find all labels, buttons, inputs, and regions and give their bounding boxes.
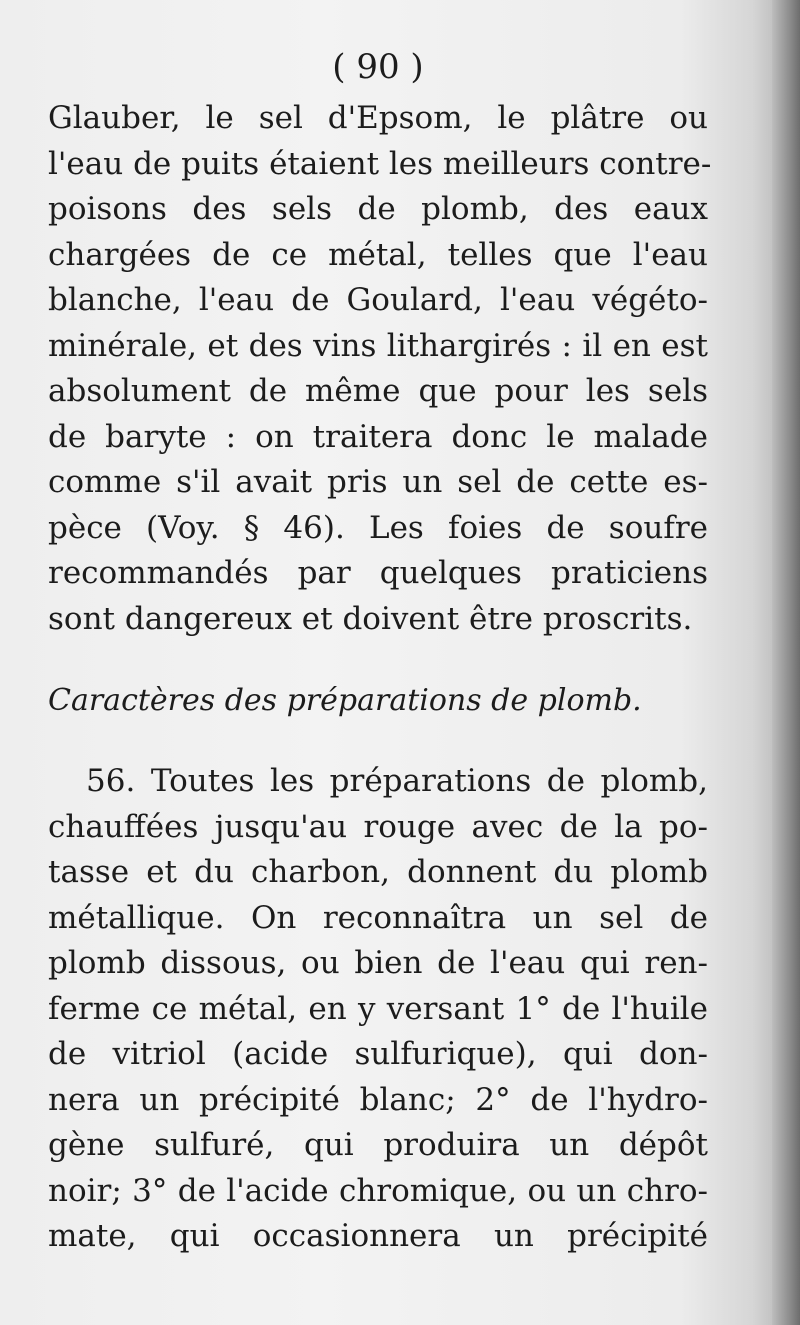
text-line: nera un précipité blanc; 2° de l'hydro- bbox=[48, 1081, 708, 1118]
text-line: sont dangereux et doivent être proscrits. bbox=[48, 600, 693, 637]
text-line: blanche, l'eau de Goulard, l'eau végéto- bbox=[48, 282, 708, 318]
text-line: chauffées jusqu'au rouge avec de la po- bbox=[48, 808, 708, 845]
paragraph-1 bbox=[48, 96, 712, 642]
text-line: poisons des sels de plomb, des eaux bbox=[48, 191, 708, 227]
text-line: gène sulfuré, qui produira un dépôt bbox=[48, 1127, 708, 1163]
paragraph-2 bbox=[48, 759, 708, 1260]
text-line: plomb dissous, ou bien de l'eau qui ren- bbox=[48, 945, 708, 981]
text-line: de baryte : on traitera donc le malade bbox=[48, 418, 708, 455]
page-number: ( 90 ) bbox=[332, 47, 424, 87]
section-heading: Caractères des préparations de plomb. bbox=[48, 683, 642, 718]
page-text bbox=[48, 38, 712, 1260]
text-line: noir; 3° de l'acide chromique, ou un chro- bbox=[48, 1172, 708, 1209]
text-line: pèce (Voy. § 46). Les foies de soufre bbox=[48, 509, 708, 546]
page-edge-shadow bbox=[772, 0, 800, 1325]
text-line: chargées de ce métal, telles que l'eau bbox=[48, 236, 708, 273]
text-line: de vitriol (acide sulfurique), qui don- bbox=[48, 1036, 708, 1072]
text-line: mate, qui occasionnera un précipité bbox=[48, 1218, 708, 1254]
text-line: Glauber, le sel d'Epsom, le plâtre ou bbox=[48, 100, 708, 136]
text-line: l'eau de puits étaient les meilleurs contre- bbox=[48, 145, 712, 182]
text-line: minérale, et des vins lithargirés : il en est bbox=[48, 327, 708, 364]
text-line: métallique. On reconnaîtra un sel de bbox=[48, 899, 708, 936]
text-line: ferme ce métal, en y versant 1° de l'huile bbox=[48, 990, 708, 1027]
text-line: comme s'il avait pris un sel de cette es- bbox=[48, 464, 708, 500]
text-line: tasse et du charbon, donnent du plomb bbox=[48, 854, 708, 890]
text-line: recommandés par quelques praticiens bbox=[48, 555, 708, 591]
text-line: absolument de même que pour les sels bbox=[48, 373, 708, 409]
text-line: 56. Toutes les préparations de plomb, bbox=[86, 763, 708, 799]
